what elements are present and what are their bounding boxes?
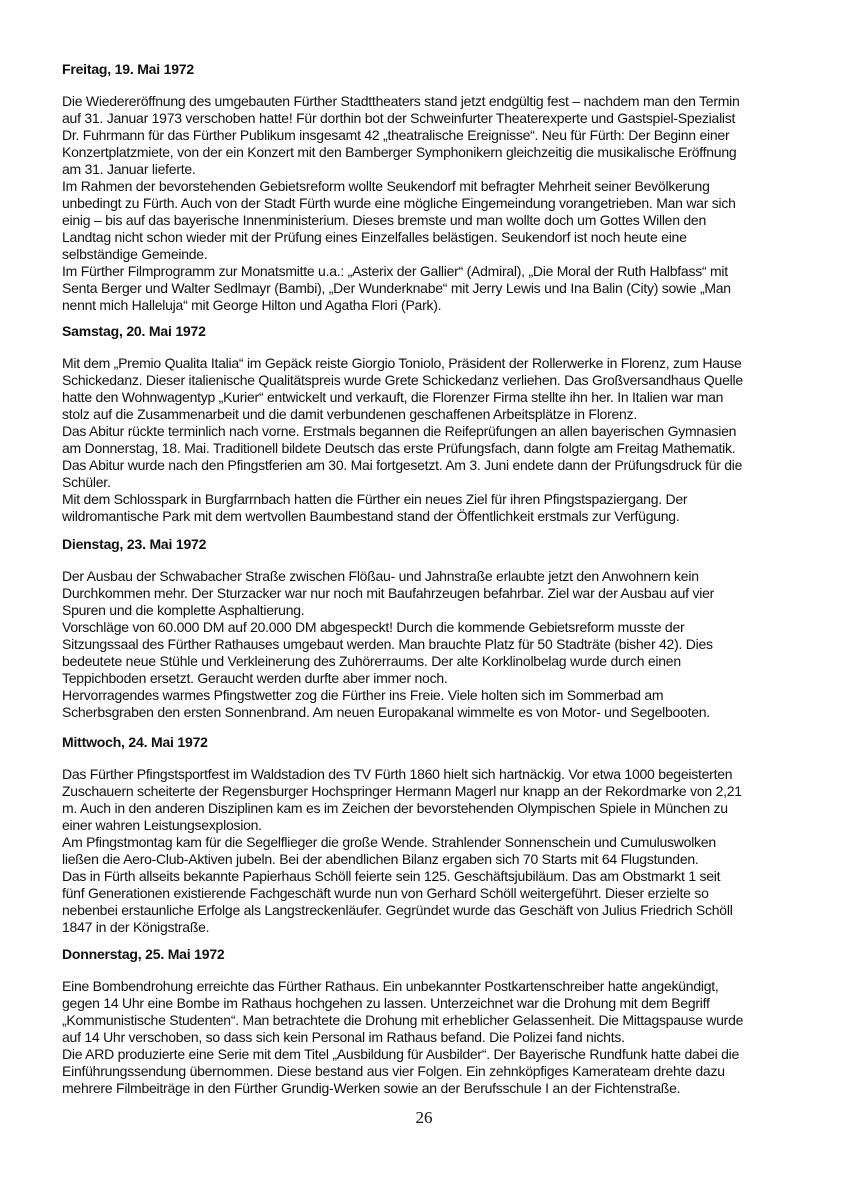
body-text-line: hatte den Wohnwagentyp „Kurier“ entwickelt und verkauft, die Florenzer Firma stellte ihn her. In Italien war man <box>62 389 724 405</box>
body-text-line: Durchkommen mehr. Der Sturzacker war nur noch mit Baufahrzeugen befahrbar. Ziel war der Ausbau auf vier <box>62 585 715 601</box>
body-text-line: auf 31. Januar 1973 verschoben hatte! Für dorthin bot der Schweinfurter Theaterexperte und Gastspiel-Spezialist <box>62 110 736 126</box>
body-text-line: Das Abitur wurde nach den Pfingstferien am 30. Mai fortgesetzt. Am 3. Juni endete dann der Prüfungsdruck für die <box>62 457 743 473</box>
entry-date-heading: Freitag, 19. Mai 1972 <box>62 61 194 77</box>
diary-entry <box>62 734 802 936</box>
body-text-line: einer wahren Leistungsexplosion. <box>62 817 262 833</box>
body-text-line: nebenbei erstaunliche Erfolge als Langstreckenläufer. Gegründet wurde das Geschäft von Julius Friedrich Schöll <box>62 902 733 918</box>
body-text-line: 1847 in der Königstraße. <box>62 919 210 935</box>
body-text-line: Spuren und die komplette Asphaltierung. <box>62 602 305 618</box>
body-text-line: Sitzungssaal des Fürther Rathauses umgebaut werden. Man brauchte Platz für 50 Stadträte (bisher 42). Dies <box>62 636 713 652</box>
body-text-line: bedeutete neue Stühle und Verkleinerung des Zuhörerraums. Der alte Korklinolbelag wurde durch einen <box>62 653 681 669</box>
body-text-line: stolz auf die Zusammenarbeit und die damit verbundenen geschaffenen Arbeitsplätze in Florenz. <box>62 406 637 422</box>
body-text-line: mehrere Filmbeiträge in den Fürther Grundig-Werken sowie an der Berufsschule I an der Fichtenstraße. <box>62 1080 681 1096</box>
entry-date-heading: Donnerstag, 25. Mai 1972 <box>62 946 225 962</box>
body-text-line: Die Wiedereröffnung des umgebauten Fürther Stadttheaters stand jetzt endgültig fest – nachdem man den Termin <box>62 93 740 109</box>
body-text-line: wildromantische Park mit dem wertvollen Baumbestand stand der Öffentlichkeit erstmals zur Verfügung. <box>62 508 680 524</box>
page-number: 26 <box>415 1108 433 1127</box>
body-text-line: Am Pfingstmontag kam für die Segelflieger die große Wende. Strahlender Sonnenschein und Cumuluswolken <box>62 834 716 850</box>
body-text-line: Einführungssendung übernommen. Diese bestand aus vier Folgen. Ein zehnköpfiges Kamerateam drehte dazu <box>62 1063 725 1079</box>
entry-date-heading: Mittwoch, 24. Mai 1972 <box>62 734 208 750</box>
body-text-line: „Kommunistische Studenten“. Man betrachtete die Drohung mit erheblicher Gelassenheit. Die Mittagspause wurde <box>62 1012 744 1028</box>
body-text-line: Landtag nicht schon wieder mit der Prüfung eines Einzelfalles belästigen. Seukendorf ist noch heute eine <box>62 229 687 245</box>
entry-date-heading: Dienstag, 23. Mai 1972 <box>62 536 207 552</box>
body-text-line: Vorschläge von 60.000 DM auf 20.000 DM abgespeckt! Durch die kommende Gebietsreform musste der <box>62 619 685 635</box>
body-text-line: Eine Bombendrohung erreichte das Fürther Rathaus. Ein unbekannter Postkartenschreiber hatte angekündigt, <box>62 978 719 994</box>
diary-entry <box>62 61 802 314</box>
body-text-line: ließen die Aero-Club-Aktiven jubeln. Bei der abendlichen Bilanz ergaben sich 70 Starts mit 64 Flugstunden. <box>62 851 699 867</box>
diary-entry <box>62 946 802 1097</box>
body-text-line: Teppichboden ersetzt. Geraucht werden durfte aber immer noch. <box>62 670 448 686</box>
body-text-line: Mit dem Schlosspark in Burgfarrnbach hatten die Fürther ein neues Ziel für ihren Pfingstspaziergang. Der <box>62 491 688 507</box>
body-text-line: am 31. Januar lieferte. <box>62 161 196 177</box>
body-text-line: Im Fürther Filmprogramm zur Monatsmitte u.a.: „Asterix der Gallier“ (Admiral), „Die Moral der Ruth Halbfass“ mit <box>62 263 728 279</box>
body-text-line: Hervorragendes warmes Pfingstwetter zog die Fürther ins Freie. Viele holten sich im Sommerbad am <box>62 687 664 703</box>
body-text-line: Im Rahmen der bevorstehenden Gebietsreform wollte Seukendorf mit befragter Mehrheit seiner Bevölkerung <box>62 178 710 194</box>
body-text-line: Zuschauern scheiterte der Regensburger Hochspringer Hermann Magerl nur knapp an der Rekordmarke von 2,21 <box>62 783 742 799</box>
body-text-line: fünf Generationen existierende Fachgeschäft wurde nun von Gerhard Schöll weitergeführt. Dieser erzielte so <box>62 885 709 901</box>
body-text-line: Schüler. <box>62 474 111 490</box>
body-text-line: Schickedanz. Dieser italienische Qualitätspreis wurde Grete Schickedanz verliehen. Das Großversandhaus Quelle <box>62 372 743 388</box>
body-text-line: m. Auch in den anderen Disziplinen kam es im Zeichen der bevorstehenden Olympischen Spiele in München zu <box>62 800 728 816</box>
body-text-line: Mit dem „Premio Qualita Italia“ im Gepäck reiste Giorgio Toniolo, Präsident der Rollerwerke in Florenz, zum Hause <box>62 355 742 371</box>
body-text-line: Das Abitur rückte terminlich nach vorne. Erstmals begannen die Reifeprüfungen an allen bayerischen Gymnasien <box>62 423 737 439</box>
body-text-line: gegen 14 Uhr eine Bombe im Rathaus hochgehen zu lassen. Unterzeichnet war die Drohung mit dem Begriff <box>62 995 710 1011</box>
body-text-line: nennt mich Halleluja“ mit George Hilton und Agatha Flori (Park). <box>62 297 442 313</box>
body-text-line: selbständige Gemeinde. <box>62 246 208 262</box>
body-text-line: auf 14 Uhr verschoben, so dass sich kein Personal im Rathaus befand. Die Polizei fand nichts. <box>62 1029 625 1045</box>
body-text-line: Das Fürther Pfingstsportfest im Waldstadion des TV Fürth 1860 hielt sich hartnäckig. Vor etwa 1000 begeisterten <box>62 766 733 782</box>
body-text-line: unbedingt zu Fürth. Auch von der Stadt Fürth wurde eine mögliche Eingemeindung vorangetrieben. Man war sich <box>62 195 736 211</box>
body-text-line: Die ARD produzierte eine Serie mit dem Titel „Ausbildung für Ausbilder“. Der Bayerische Rundfunk hatte dabei die <box>62 1046 740 1062</box>
body-text-line: Senta Berger und Walter Sedlmayr (Bambi), „Der Wunderknabe“ mit Jerry Lewis und Ina Balin (City) sowie „Man <box>62 280 731 296</box>
body-text-line: einig – bis auf das bayerische Innenministerium. Dieses bremste und man wollte doch um Gottes Willen den <box>62 212 706 228</box>
body-text-line: Scherbsgraben den ersten Sonnenbrand. Am neuen Europakanal wimmelte es von Motor- und Segelbooten. <box>62 704 710 720</box>
entry-date-heading: Samstag, 20. Mai 1972 <box>62 323 206 339</box>
body-text-line: am Donnerstag, 18. Mai. Traditionell bildete Deutsch das erste Prüfungsfach, dann folgte am Freitag Mathematik. <box>62 440 736 456</box>
diary-entry <box>62 536 802 721</box>
body-text-line: Dr. Fuhrmann für das Fürther Publikum insgesamt 42 „theatralische Ereignisse“. Neu für Fürth: Der Beginn einer <box>62 127 730 143</box>
diary-entry <box>62 323 802 525</box>
body-text-line: Konzertplatzmiete, von der ein Konzert mit den Bamberger Symphonikern gleichzeitig die musikalische Eröffnung <box>62 144 737 160</box>
body-text-line: Das in Fürth allseits bekannte Papierhaus Schöll feierte sein 125. Geschäftsjubiläum. Das am Obstmarkt 1 seit <box>62 868 721 884</box>
body-text-line: Der Ausbau der Schwabacher Straße zwischen Flößau- und Jahnstraße erlaubte jetzt den Anwohnern kein <box>62 568 699 584</box>
